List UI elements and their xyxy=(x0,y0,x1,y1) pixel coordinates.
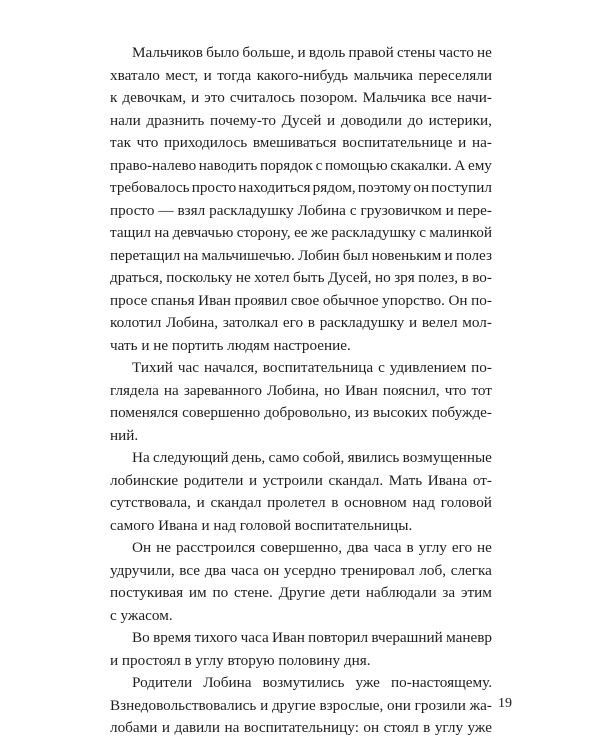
text-line: Родители Лобина возмутились уже по-настоящему. xyxy=(132,674,492,691)
text-line: лобинские родители и устроили скандал. Мать Ивана от- xyxy=(110,471,492,489)
text-line: сутствовала, и скандал пролетел в основном над головой xyxy=(110,494,492,511)
text-line: драться, поскольку не хотел быть Дусей, но зря полез, в во- xyxy=(110,269,492,286)
text-line: чать и не портить людям настроение. xyxy=(110,336,351,354)
text-line: глядела на зареванного Лобина, но Иван пояснил, что тот xyxy=(110,381,492,399)
text-line: самого Ивана и над головой воспитательницы. xyxy=(110,516,413,534)
text-line: лобами и давили на воспитательницу: он стоял в углу уже xyxy=(110,719,492,736)
text-line: нали дразнить почему-то Дусей и доводили до истерики, xyxy=(110,111,492,129)
text-line: удручили, все два часа он усердно тренировал лоб, слегка xyxy=(110,561,492,579)
text-line: так что приходилось вмешиваться воспитательнице и на- xyxy=(110,134,492,151)
text-line: к девочкам, и это считалось позором. Мальчика все начи- xyxy=(110,89,492,106)
text-line: хватало мест, и тогда какого-нибудь мальчика переселяли xyxy=(110,66,492,84)
text-line: требовалось просто находиться рядом, поэтому он поступил xyxy=(110,179,492,196)
page-number: 19 xyxy=(498,696,512,711)
text-line: колотил Лобина, затолкал его в раскладушку и велел мол- xyxy=(110,314,492,331)
text-line: тащил на девчачью сторону, ее же раскладушку с малинкой xyxy=(110,224,492,241)
body-text xyxy=(110,42,492,740)
text-line: Он не расстроился совершенно, два часа в углу его не xyxy=(132,539,492,556)
text-line: и простоял в углу вторую половину дня. xyxy=(110,651,371,669)
text-line: Мальчиков было больше, и вдоль правой стены часто не xyxy=(132,44,492,61)
text-line: Во время тихого часа Иван повторил вчерашний маневр xyxy=(132,629,492,646)
text-line: ний. xyxy=(110,426,139,444)
text-line: с ужасом. xyxy=(110,606,173,624)
text-line: право-налево наводить порядок с помощью скакалки. А ему xyxy=(110,156,492,174)
text-line: просе спанья Иван проявил свое обычное упорство. Он по- xyxy=(110,291,492,309)
text-line: Взнедовольствовались и другие взрослые, они грозили жа- xyxy=(110,696,492,714)
text-line: перетащил на мальчишечью. Лобин был новеньким и полез xyxy=(110,246,492,264)
text-line: поменялся совершенно добровольно, из высоких побужде- xyxy=(110,404,492,421)
text-line: На следующий день, само собой, явились возмущенные xyxy=(132,449,492,466)
text-line: Тихий час начался, воспитательница с удивлением по- xyxy=(132,359,492,376)
text-line: просто — взял раскладушку Лобина с грузовичком и пере- xyxy=(110,201,492,219)
text-line: постукивая им по стене. Другие дети наблюдали за этим xyxy=(110,584,492,601)
